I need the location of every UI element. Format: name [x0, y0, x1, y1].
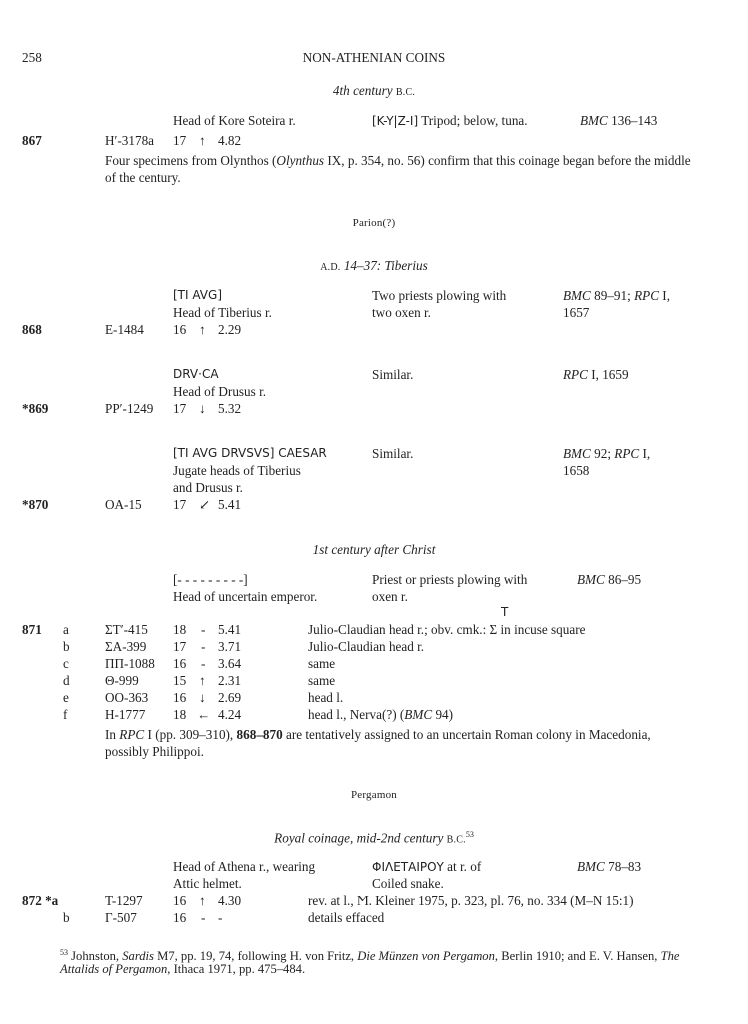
diameter-867: 17 — [173, 133, 187, 148]
reverse-872-line2: Coiled snake. — [372, 876, 444, 891]
weight-868: 2.29 — [218, 322, 242, 337]
mint-heading-parion: Parion(?) — [352, 217, 396, 229]
section-period-tiberius: A.D. 14–37: Tiberius — [320, 258, 428, 273]
section-period-1st-century: 1st century after Christ — [312, 542, 436, 557]
footnote-ref: 53 — [465, 830, 474, 839]
catalog-number-867: 867 — [22, 133, 42, 148]
axis-icon: - — [201, 910, 206, 925]
reference-868: BMC 89–91; RPC I, — [563, 288, 670, 303]
axis-arrow-icon: ↑ — [199, 673, 206, 688]
axis-arrow-icon: ↑ — [199, 322, 206, 337]
reverse-870: Similar. — [372, 446, 414, 461]
note-871-line1: In RPC I (pp. 309–310), 868–870 are tentatively assigned to an uncertain Roman colony in Macedonia, — [105, 727, 651, 742]
catalog-number-870: *870 — [22, 497, 49, 512]
running-title: NON-ATHENIAN COINS — [302, 50, 446, 65]
legend-870: [TI AVG DRVSVS] CAESAR — [173, 446, 327, 460]
section-period-royal: Royal coinage, mid-2nd century B.C.$^{53}$ — [274, 830, 474, 846]
reverse-867: [K-Y|Z-I] Tripod; below, tuna. — [372, 113, 528, 128]
obverse-872-line1: Head of Athena r., wearing — [173, 859, 316, 874]
axis-arrow-icon: ↑ — [199, 893, 206, 908]
reference-868-line2: 1657 — [563, 305, 590, 320]
obverse-867: Head of Kore Soteira r. — [173, 113, 296, 128]
section-period-4th-century: 4th century B.C. — [332, 83, 416, 98]
axis-arrow-icon: ↓ — [199, 401, 206, 416]
obverse-870-line2: and Drusus r. — [173, 480, 243, 495]
page-number: 258 — [22, 50, 42, 65]
catalog-number-872: 872 *a — [22, 893, 59, 908]
reverse-871-line1: Priest or priests plowing with — [372, 572, 528, 587]
reference-867: BMC 136–143 — [580, 113, 658, 128]
inventory-870: OA-15 — [105, 497, 142, 512]
axis-icon: - — [201, 622, 206, 637]
legend-869: DRV·CA — [173, 367, 219, 381]
obverse-872-line2: Attic helmet. — [173, 876, 242, 891]
reverse-868-line2: two oxen r. — [372, 305, 431, 320]
reference-870-line2: 1658 — [563, 463, 590, 478]
diameter-869: 17 — [173, 401, 187, 416]
axis-icon: - — [201, 656, 206, 671]
catalog-number-871: 871 — [22, 622, 42, 637]
diameter-870: 17 — [173, 497, 187, 512]
reference-869: RPC I, 1659 — [563, 367, 629, 382]
reverse-872-line1: ΦΙΛΕΤΑΙΡΟΥ at r. of — [372, 859, 482, 874]
legend-871: [- - - - - - - - -] — [173, 572, 248, 587]
mint-heading-pergamon: Pergamon — [350, 789, 397, 801]
weight-867: 4.82 — [218, 133, 242, 148]
catalog-number-869: *869 — [22, 401, 49, 416]
note-867-line2: of the century. — [105, 170, 181, 185]
footnote-53-line1: $^{53}$ Johnston, Sardis M7, pp. 19, 74, following H. von Fritz, Die Münzen von Pergamon, Berlin 1910; and E. V. Hansen, The — [60, 948, 680, 964]
note-867-line1: Four specimens from Olynthos (Olynthus IX, p. 354, no. 56) confirm that this coinage began before the middle — [105, 153, 691, 168]
inventory-869: PP′-1249 — [105, 401, 154, 416]
note-871-line2: possibly Philippoi. — [105, 744, 204, 759]
legend-868: [TI AVG] — [173, 288, 222, 302]
inventory-867: H′-3178a — [105, 133, 155, 148]
reverse-869: Similar. — [372, 367, 414, 382]
obverse-871: Head of uncertain emperor. — [173, 589, 318, 604]
reverse-871-line2: oxen r. — [372, 589, 408, 604]
axis-arrow-icon: ↓ — [199, 690, 206, 705]
inventory-868: E-1484 — [105, 322, 144, 337]
weight-870: 5.41 — [218, 497, 242, 512]
axis-arrow-icon: ↙ — [199, 497, 211, 512]
obverse-870-line1: Jugate heads of Tiberius — [173, 463, 301, 478]
obverse-868: Head of Tiberius r. — [173, 305, 272, 320]
obverse-869: Head of Drusus r. — [173, 384, 267, 399]
reference-871: BMC 86–95 — [577, 572, 642, 587]
reverse-868-line1: Two priests plowing with — [372, 288, 507, 303]
weight-869: 5.32 — [218, 401, 242, 416]
catalog-number-868: 868 — [22, 322, 42, 337]
axis-arrow-icon: ← — [197, 707, 211, 722]
countermark-letter: T — [501, 605, 509, 619]
axis-icon: - — [201, 639, 206, 654]
footnote-53-line2: Attalids of Pergamon, Ithaca 1971, pp. 475–484. — [60, 962, 306, 976]
axis-arrow-icon: ↑ — [199, 133, 206, 148]
reference-872: BMC 78–83 — [577, 859, 642, 874]
diameter-868: 16 — [173, 322, 187, 337]
reference-870: BMC 92; RPC I, — [563, 446, 651, 461]
